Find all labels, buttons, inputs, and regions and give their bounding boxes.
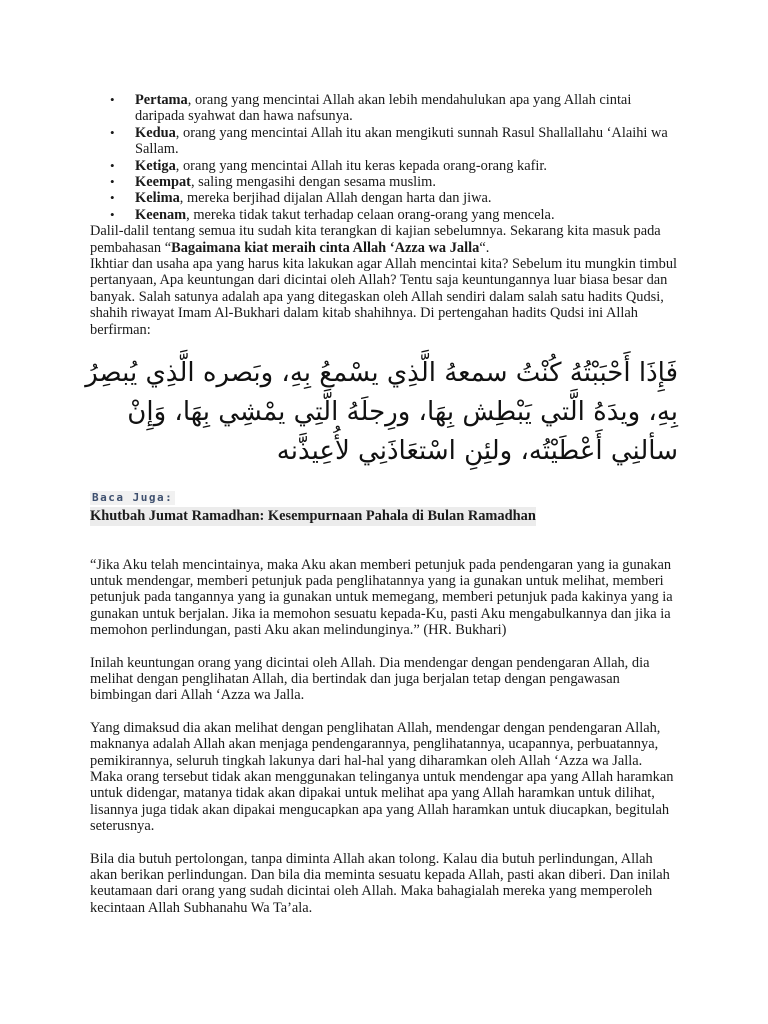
intro-text-continued: Ikhtiar dan usaha apa yang harus kita lakukan agar Allah mencintai kita? Sebelum itu mungkin timbul pertanyaan, Apa keuntungan dari dicintai oleh Allah? Tentu saja keuntungannya luar biasa besar dan banyak. Salah satunya adalah apa yang ditegaskan oleh Allah sendiri dalam salah satu hadits Qudsi, shahih riwayat Imam Al-Bukhari dalam kitab shahihnya. Di pertengahan hadits Qudsi ini Allah berfirman: <box>90 256 678 338</box>
list-item-heading: Kelima <box>135 190 180 207</box>
bullet-icon: • <box>110 174 115 190</box>
bullet-icon: • <box>110 206 115 222</box>
related-article-box[interactable] <box>90 471 678 525</box>
intro-text-before: Dalil-dalil tentang semua itu sudah kita terangkan di kajian sebelumnya. Sekarang kita masuk pada pembahasan “ <box>90 223 661 256</box>
body-paragraph: Inilah keuntungan orang yang dicintai oleh Allah. Dia mendengar dengan pendengaran Allah, dia melihat dengan penglihatan Allah, dia bertindak dan juga berjalan tetap dengan pengawasan bimbingan dari Allah ‘Azza wa Jalla. <box>90 654 650 704</box>
list-item <box>90 174 678 190</box>
document-page <box>85 92 678 916</box>
intro-paragraph <box>90 223 678 338</box>
body-paragraph: Yang dimaksud dia akan melihat dengan penglihatan Allah, mendengar dengan pendengaran Allah, maknanya adalah Allah akan menjaga pendengarannya, penglihatannya, ucapannya, perbuatannya, pemikirannya, seluruh tingkah lakunya dari hal-hal yang diharamkan oleh Allah ‘Azza wa Jalla. Maka orang tersebut tidak akan menggunakan telinganya untuk mendengar apa yang Allah haramkan untuk didengar, matanya tidak akan dipakai untuk melihat apa yang Allah haramkan untuk dilihat, lisannya juga tidak akan dipakai mengucapkan apa yang Allah haramkan untuk diucapkan, begitulah seterusnya. <box>90 719 674 835</box>
list-item-text: , orang yang mencintai Allah itu keras kepada orang-orang kafir. <box>175 157 547 174</box>
list-item <box>90 125 678 158</box>
list-item-heading: Keempat <box>135 174 191 191</box>
list-item <box>90 92 678 125</box>
related-article-link[interactable]: Khutbah Jumat Ramadhan: Kesempurnaan Pahala di Bulan Ramadhan <box>90 507 536 524</box>
list-item-text: , mereka tidak takut terhadap celaan orang-orang yang mencela. <box>186 206 555 223</box>
bullet-icon: • <box>110 190 115 206</box>
bullet-icon: • <box>110 124 115 140</box>
signs-list <box>90 92 678 223</box>
list-item <box>90 207 678 223</box>
list-item-text: , orang yang mencintai Allah akan lebih mendahulukan apa yang Allah cintai daripada syahwat dan hawa nafsunya. <box>135 92 632 125</box>
list-item-heading: Kedua <box>135 124 176 141</box>
bullet-icon: • <box>110 157 115 173</box>
arabic-hadith-text: فَإِذَا أَحْبَبْتُهُ كُنْتُ سمعهُ الَّذِي يسْمعُ بِهِ، وبَصره الَّذِي يُبصِرُ بِهِ، ويدَهُ الَّتي يَبْطِش بِهَا، ورِجلَهُ الَّتِي يمْشِي بِهَا، وَإِنْ سألنِي أَعْطَيْتُه، ولئِنِ اسْتعَاذَنِي لأُعِيذَّنه <box>85 358 678 467</box>
body-paragraph: Bila dia butuh pertolongan, tanpa diminta Allah akan tolong. Kalau dia butuh perlindungan, Allah akan berikan perlindungan. Dan bila dia meminta sesuatu kepada Allah, pasti akan diberi. Dan inilah keutamaan dari orang yang sudah dicintai oleh Allah. Maka bahagialah mereka yang memperoleh kecintaan Allah Subhanahu Wa Ta’ala. <box>90 850 670 916</box>
list-item-text: , saling mengasihi dengan sesama muslim. <box>190 174 436 191</box>
list-item <box>90 158 678 174</box>
bullet-icon: • <box>110 92 115 107</box>
list-item <box>90 190 678 206</box>
list-item-text: , mereka berjihad dijalan Allah dengan harta dan jiwa. <box>179 190 492 207</box>
list-item-heading: Ketiga <box>135 157 176 174</box>
list-item-heading: Pertama <box>135 92 188 108</box>
intro-bold-heading: Bagaimana kiat meraih cinta Allah ‘Azza wa Jalla <box>171 239 480 256</box>
list-item-text: , orang yang mencintai Allah itu akan mengikuti sunnah Rasul Shallallahu ‘Alaihi wa Sallam. <box>135 124 668 158</box>
list-item-heading: Keenam <box>135 206 187 223</box>
hadith-translation: “Jika Aku telah mencintainya, maka Aku akan memberi petunjuk pada pendengaran yang ia gunakan untuk mendengar, memberi petunjuk pada penglihatannya yang ia gunakan untuk melihat, memberi petunjuk pada tangannya yang ia gunakan untuk memegang, memberi petunjuk pada kakinya yang ia gunakan untuk berjalan. Jika ia memohon sesuatu kepada-Ku, pasti Aku mengabulkannya dan jika ia memohon perlindungan, pasti Aku akan melindunginya.” (HR. Bukhari) <box>90 556 673 639</box>
intro-text-after: “. <box>479 239 490 256</box>
baca-juga-label: Baca Juga: <box>92 491 174 505</box>
